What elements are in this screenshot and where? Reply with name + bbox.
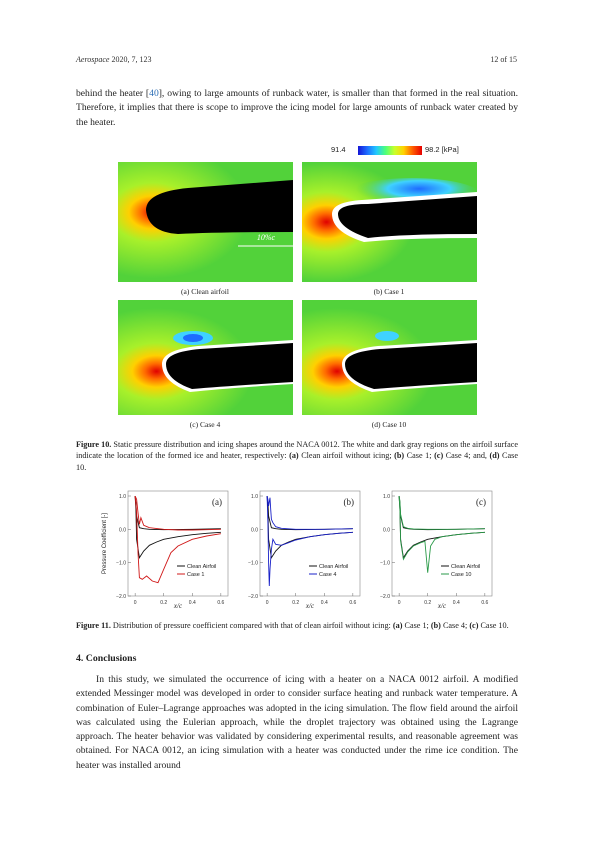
y-tick-label: 0.0 [119,527,126,534]
figure10-panel-b [302,162,477,282]
colorbar-min-label: 91.4 [331,145,346,154]
figure10-label-a: (a) Clean airfoil [181,287,229,296]
y-tick-label: −2.0 [248,594,258,600]
series-line [267,496,353,586]
figure10-panel-a [118,162,293,282]
x-axis-label: x/c [437,602,447,610]
x-tick-label: 0.4 [320,600,328,606]
y-axis-label: Pressure Coefficient [-] [102,513,108,574]
y-tick-label: 1.0 [119,494,126,500]
series-line [399,496,485,529]
y-tick-label: −2.0 [380,594,390,600]
series-line [267,496,353,529]
figure10-label-c: (c) Case 4 [189,420,221,429]
intro-paragraph: behind the heater [40], owing to large amounts of runback water, is smaller than that formed in the real situation. Therefore, it implies that there is scope to improve the icing model for large amounts of runback water created by the heater. [76,88,518,128]
conclusions-paragraph: In this study, we simulated the occurrence of icing with a heater on a NACA 0012 airfoil. A modified extended Messinger model was developed in order to consider surface heating and runback water temperature. A combination of Euler–Lagrange approaches was adopted in the icing simulation. The flow field around the airfoil was calculated using the Eulerian approach, while the droplet trajectory was obtained using the Lagrange approach. The heater behavior was validated by considering experimental results, and reasonable agreement was obtained. For NACA 0012, an icing simulation with a heater was conducted under the rime ice condition. The heater was installed around [76,674,518,771]
x-axis-label: x/c [305,602,315,610]
x-axis-label: x/c [173,602,183,610]
conclusions-heading: 4. Conclusions [76,653,137,664]
series-line [399,496,485,573]
y-tick-label: −1.0 [380,560,390,567]
y-tick-label: −1.0 [116,560,126,567]
running-header [76,55,151,64]
y-tick-label: 1.0 [251,494,258,500]
legend-label: Clean Airfoil [451,564,481,570]
y-tick-label: −2.0 [116,594,126,600]
x-tick-label: 0 [265,600,269,606]
panel-label: (c) [476,497,486,507]
x-tick-label: 0.6 [481,600,489,606]
legend-label: Case 1 [187,572,205,578]
x-tick-label: 0.4 [452,600,460,606]
legend-label: Clean Airfoil [187,564,217,570]
y-tick-label: 1.0 [383,494,390,500]
figure10-caption: Figure 10. Static pressure distribution and icing shapes around the NACA 0012. The white and dark gray regions on the airfoil surface indicate the location of the formed ice and heater, respectively: (a) Clean airfoil without icing; (b) Case 1; (c) Case 4; and, (d) Case 10. [76,440,519,472]
x-tick-label: 0.6 [349,600,357,606]
legend-label: Case 4 [319,572,337,578]
figure10-panel-c [118,300,293,415]
x-tick-label: 0.2 [424,600,432,606]
figure10-label-b: (b) Case 1 [373,287,405,296]
x-tick-label: 0 [397,600,401,606]
x-tick-label: 0.6 [217,600,225,606]
scale-label: 10%c [256,233,276,242]
x-tick-label: 0.2 [160,600,168,606]
series-line [267,496,353,530]
series-line [399,496,485,558]
legend-label: Clean Airfoil [319,564,349,570]
y-tick-label: −1.0 [248,560,258,567]
panel-label: (b) [343,497,354,507]
figure10-panel-d [302,300,477,415]
series-line [135,496,221,530]
x-tick-label: 0.2 [292,600,300,606]
page-number: 12 of 15 [490,55,517,64]
series-line [135,496,221,530]
legend-label: Case 10 [451,572,472,578]
y-tick-label: 0.0 [383,527,390,534]
series-line [399,496,485,530]
x-tick-label: 0 [133,600,137,606]
pressure-colorbar [358,146,422,155]
panel-label: (a) [212,497,222,507]
colorbar-max-label: 98.2 [kPa] [425,145,459,154]
x-tick-label: 0.4 [188,600,196,606]
journal-year-volume: 2020, 7, 123 [111,55,152,64]
journal-name: Aerospace [76,55,110,64]
figure11-charts [98,481,498,616]
citation-link[interactable]: 40 [149,88,159,99]
y-tick-label: 0.0 [251,527,258,534]
figure10-label-d: (d) Case 10 [371,420,407,429]
series-line [267,496,353,558]
figure11-caption: Figure 11. Distribution of pressure coefficient compared with that of clean airfoil without icing: (a) Case 1; (b) Case 4; (c) Case 10. [76,621,509,630]
